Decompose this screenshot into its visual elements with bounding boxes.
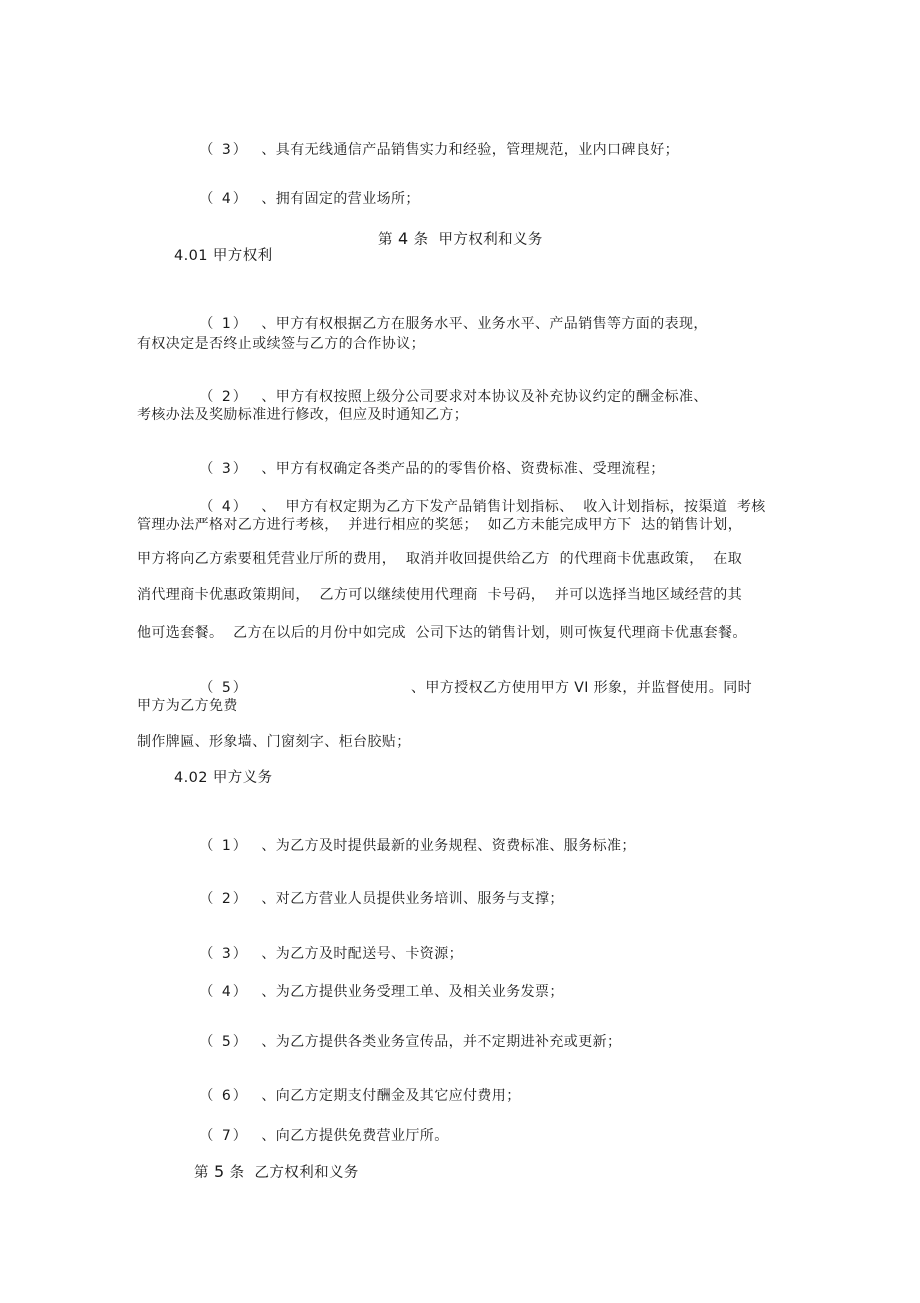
item-text: 、具有无线通信产品销售实力和经验，管理规范，业内口碑良好； xyxy=(261,142,680,158)
item-text: 、向乙方定期支付酬金及其它应付费用； xyxy=(261,1088,521,1104)
item-text: 、对乙方营业人员提供业务培训、服务与支撑； xyxy=(261,891,564,907)
article-5-heading xyxy=(174,1145,359,1200)
obligation-item-5 xyxy=(180,1015,621,1069)
item-text: 、拥有固定的营业场所； xyxy=(261,191,420,207)
right-item-2-continuation: 考核办法及奖励标准进行修改，但应及时通知乙方； xyxy=(137,407,469,423)
item-number: （ 1） xyxy=(199,838,249,854)
item-number: （ 3） xyxy=(199,461,249,477)
item-number: （ 2） xyxy=(199,389,249,405)
item-number: （ 6） xyxy=(199,1088,249,1104)
section-4-02-heading: 4.02 甲方义务 xyxy=(174,770,273,786)
article-4-heading xyxy=(358,212,543,267)
qualification-item-3 xyxy=(180,123,679,177)
article-number: 4 xyxy=(397,229,409,248)
right-item-1-continuation: 有权决定是否终止或续签与乙方的合作协议； xyxy=(137,336,425,352)
item-text: 、为乙方及时提供最新的业务规程、资费标准、服务标准； xyxy=(261,838,636,854)
item-number: （ 7） xyxy=(199,1128,249,1144)
item-number: （ 4） xyxy=(199,191,249,207)
item-text: 、为乙方提供业务受理工单、及相关业务发票； xyxy=(261,984,564,1000)
section-4-01-heading: 4.01 甲方权利 xyxy=(174,248,273,264)
item-text: 、甲方有权确定各类产品的的零售价格、资费标准、受理流程； xyxy=(261,461,665,477)
item-text: 、为乙方提供各类业务宣传品，并不定期进补充或更新； xyxy=(261,1034,622,1050)
item-number: （ 4） xyxy=(199,499,249,515)
item-text: 、甲方有权根据乙方在服务水平、业务水平、产品销售等方面的表现， xyxy=(261,316,708,332)
article-number: 5 xyxy=(213,1162,225,1181)
right-item-4-continuation-3: 消代理商卡优惠政策期间， 乙方可以继续使用代理商 卡号码， 并可以选择当地区域经营的其 xyxy=(137,587,743,603)
item-number: （ 5） xyxy=(199,680,249,696)
item-number: （ 4） xyxy=(199,984,249,1000)
obligation-item-2 xyxy=(180,872,564,926)
article-title: 条 甲方权利和义务 xyxy=(413,232,543,248)
article-title: 条 乙方权利和义务 xyxy=(229,1165,359,1181)
item-number: （ 5） xyxy=(199,1034,249,1050)
item-text: 、为乙方及时配送号、卡资源； xyxy=(261,946,464,962)
item-number: （ 3） xyxy=(199,946,249,962)
item-text: 、甲方授权乙方使用甲方 VI 形象，并监督使用。同时 xyxy=(411,680,753,696)
right-item-5-continuation-1: 甲方为乙方免费 xyxy=(137,698,238,714)
right-item-4-continuation-2: 甲方将向乙方索要租凭营业厅所的费用， 取消并收回提供给乙方 的代理商卡优惠政策， 在取 xyxy=(137,551,743,567)
item-number: （ 2） xyxy=(199,891,249,907)
article-prefix: 第 xyxy=(194,1165,209,1181)
item-number: （ 1） xyxy=(199,316,249,332)
item-text: 、甲方有权按照上级分公司要求对本协议及补充协议约定的酬金标准、 xyxy=(261,389,708,405)
item-text: 、向乙方提供免费营业厅所。 xyxy=(261,1128,449,1144)
right-item-5-continuation-2: 制作牌匾、形象墙、门窗刻字、柜台胶贴； xyxy=(137,734,411,750)
obligation-item-4 xyxy=(180,965,564,1019)
right-item-4-continuation-4: 他可选套餐。 乙方在以后的月份中如完成 公司下达的销售计划，则可恢复代理商卡优惠套餐。 xyxy=(137,625,747,641)
item-number: （ 3） xyxy=(199,142,249,158)
right-item-4-continuation-1: 管理办法严格对乙方进行考核， 并进行相应的奖惩； 如乙方未能完成甲方下 达的销售计划， xyxy=(137,517,743,533)
obligation-item-1 xyxy=(180,819,636,873)
article-prefix: 第 xyxy=(378,232,393,248)
item-text: 、 甲方有权定期为乙方下发产品销售计划指标、 收入计划指标，按渠道 考核 xyxy=(261,499,766,515)
